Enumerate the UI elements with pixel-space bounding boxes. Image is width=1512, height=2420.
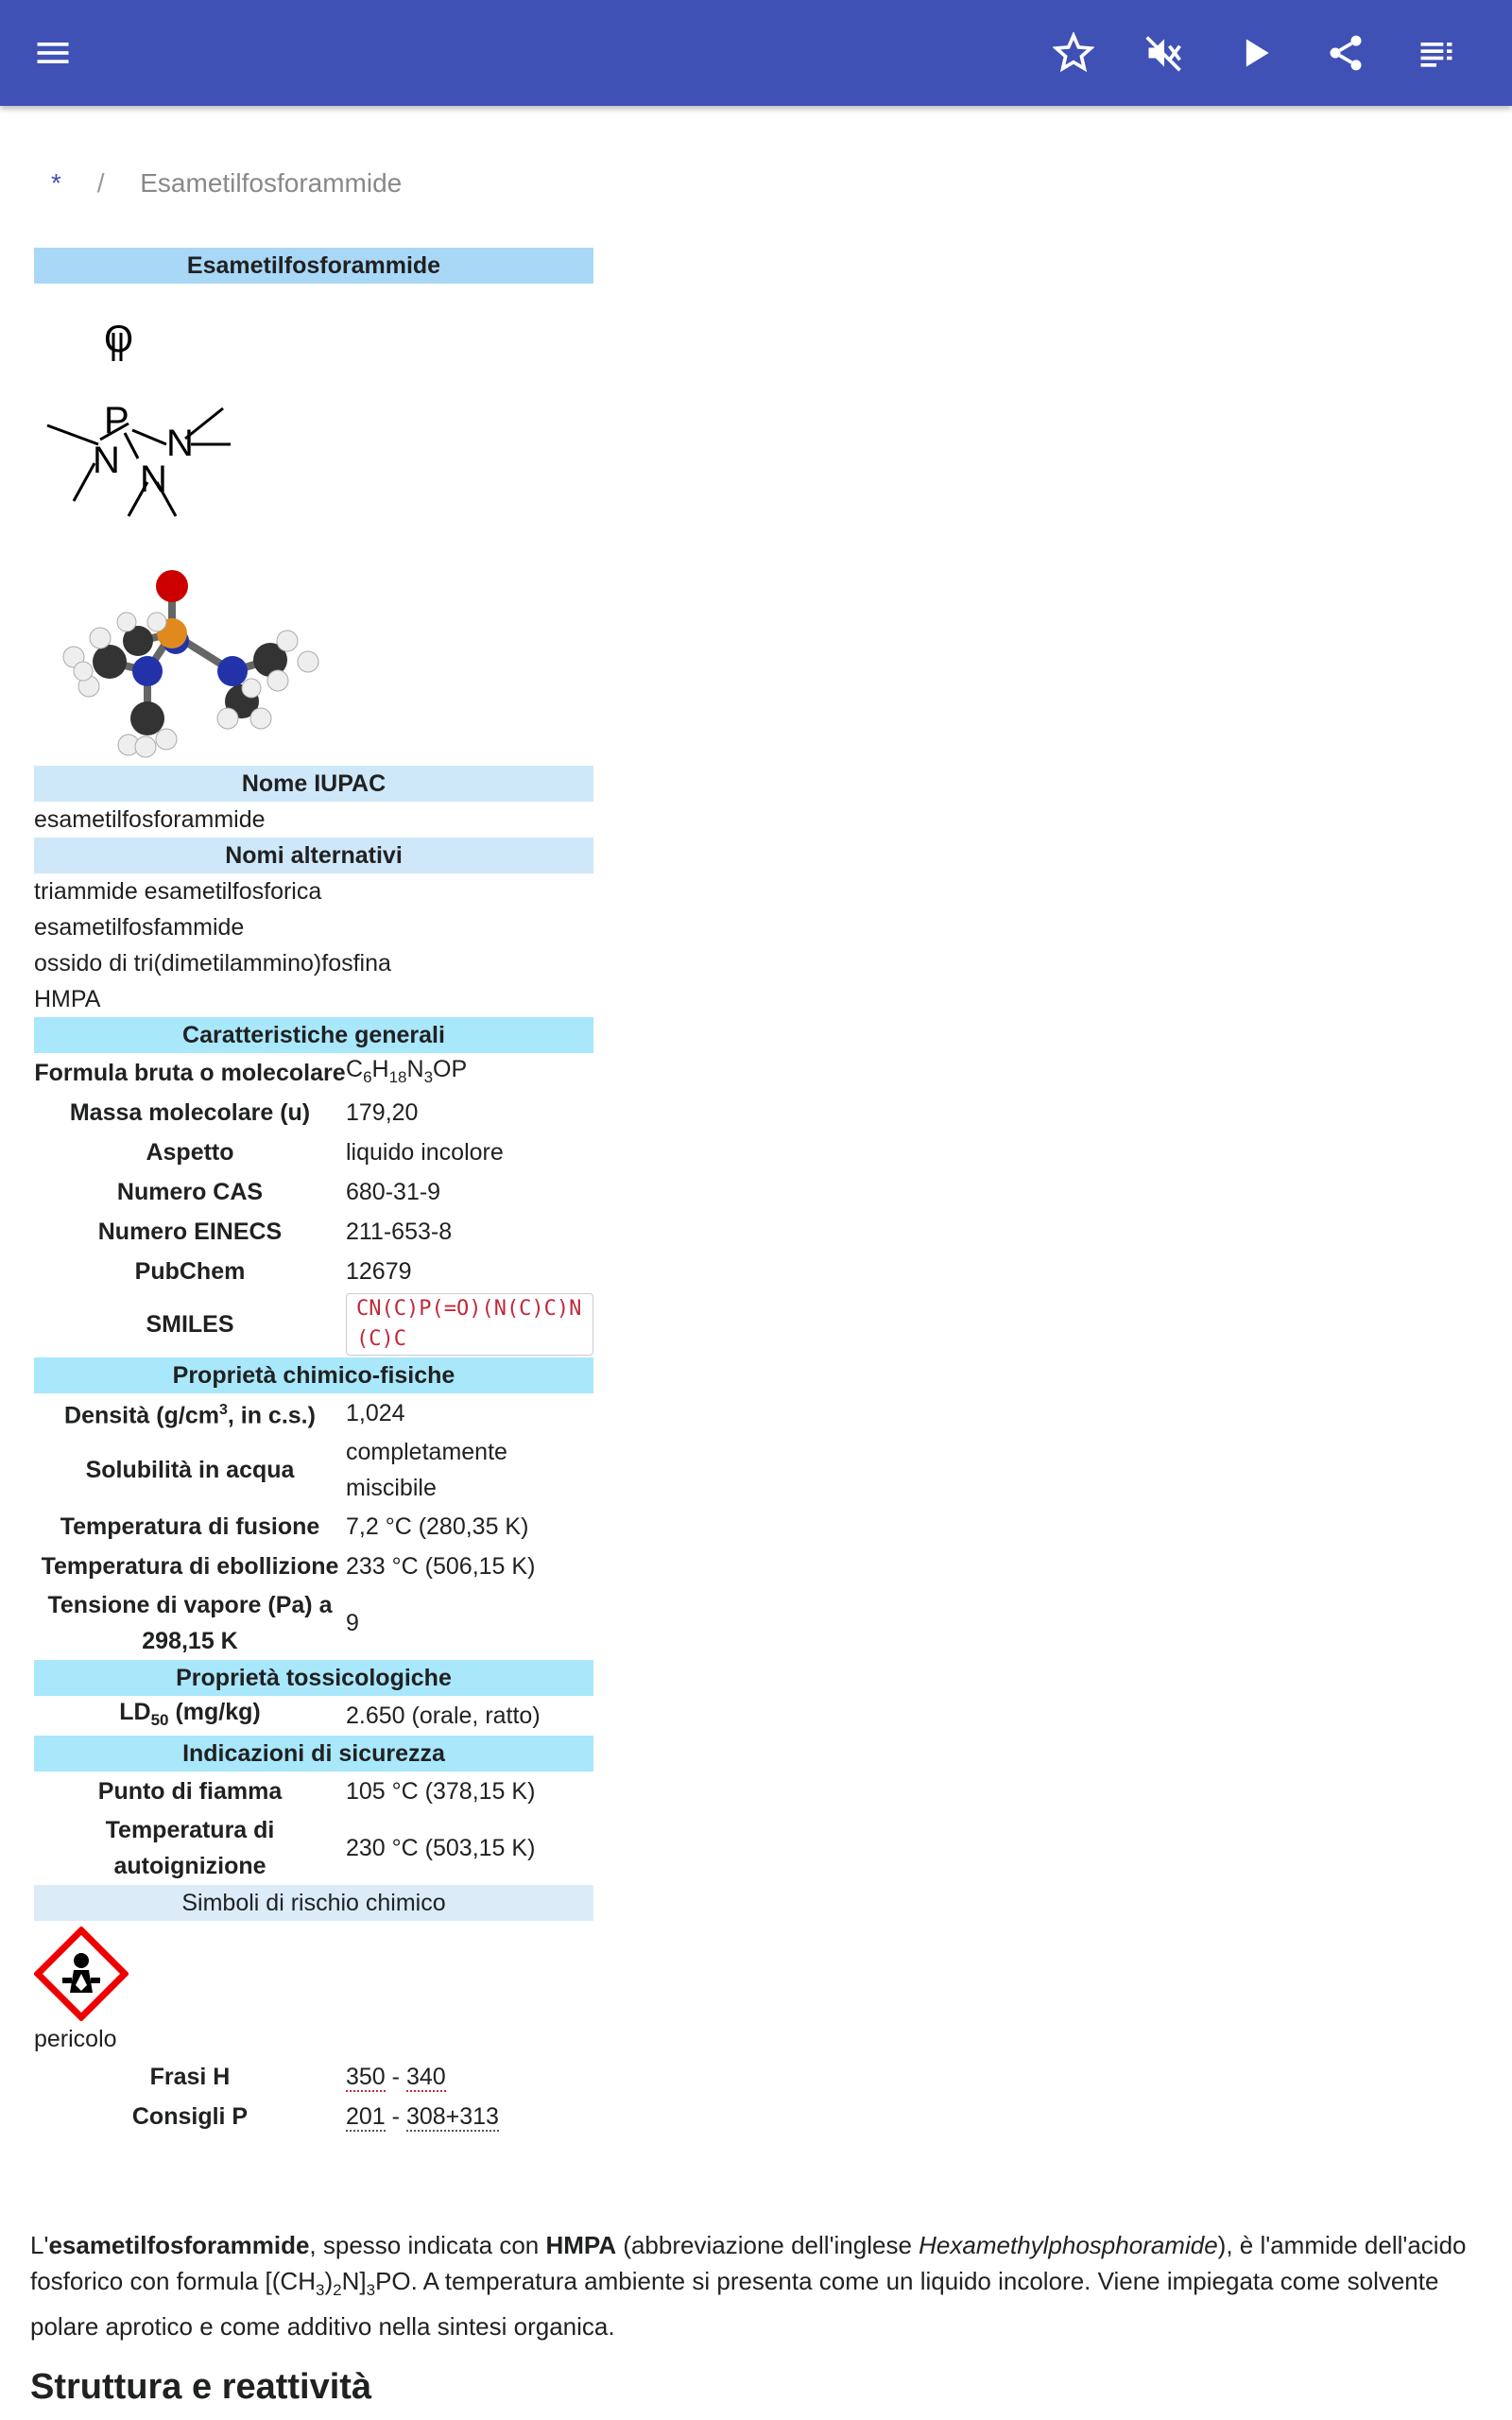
iupac-value: esametilfosforammide: [34, 806, 266, 833]
safety-header: Indicazioni di sicurezza: [34, 1736, 593, 1772]
h-phrases-label: Frasi H: [149, 2064, 231, 2090]
section-heading: Struttura e reattività: [30, 2367, 372, 2407]
svg-text:P: P: [104, 400, 129, 441]
ld50-label: $LD_{50}$ (mg/kg): [119, 1698, 261, 1729]
breadcrumb-current: Esametilfosforammide: [140, 168, 403, 198]
flash-row: [34, 1772, 593, 1811]
p-advice-link[interactable]: 201: [346, 2103, 386, 2130]
app-bar: [0, 0, 1512, 106]
pubchem-row: [34, 1252, 593, 1291]
cas-value: 680-31-9: [346, 1179, 441, 1205]
aspect-row: [34, 1132, 593, 1172]
mass-label: Massa molecolare (u): [69, 1099, 311, 1126]
alt-name: HMPA: [34, 986, 101, 1012]
boiling-value: 233 °C (506,15 K): [346, 1553, 536, 1580]
alt-name: ossido di tri(dimetilammino)fosfina: [34, 950, 391, 977]
einecs-value: 211-653-8: [346, 1219, 453, 1245]
aspect-label: Aspetto: [146, 1139, 234, 1166]
tox-header: Proprietà tossicologiche: [34, 1660, 593, 1696]
smiles-row: [34, 1291, 593, 1357]
breadcrumb-separator: /: [96, 168, 105, 198]
autoignition-value: 230 °C (503,15 K): [346, 1835, 536, 1861]
vapor-value: 9: [346, 1610, 359, 1636]
smiles-code[interactable]: CN(C)P(=O)(N(C)C)N (C)C: [346, 1293, 593, 1356]
h-phrase-link[interactable]: 350: [346, 2064, 386, 2090]
physchem-header: Proprietà chimico-fisiche: [34, 1357, 593, 1393]
einecs-label: Numero EINECS: [97, 1219, 283, 1245]
boiling-label: Temperatura di ebollizione: [41, 1553, 339, 1580]
mass-row: [34, 1093, 593, 1132]
iupac-header: Nome IUPAC: [34, 766, 593, 802]
mass-value: 179,20: [346, 1099, 419, 1126]
hazard-symbols-header: Simboli di rischio chimico: [34, 1885, 593, 1921]
flash-label: Punto di fiamma: [97, 1778, 283, 1805]
breadcrumb-root[interactable]: *: [51, 168, 61, 198]
list-icon[interactable]: [1410, 26, 1463, 79]
pubchem-label: PubChem: [134, 1258, 246, 1285]
autoignition-label: Temperatura di autoignizione: [105, 1817, 275, 1879]
cas-label: Numero CAS: [116, 1179, 264, 1205]
solubility-label: Solubilità in acqua: [85, 1457, 295, 1483]
solubility-value: completamente miscibile: [346, 1439, 507, 1501]
general-header: Caratteristiche generali: [34, 1017, 593, 1053]
melting-label: Temperatura di fusione: [60, 1513, 320, 1540]
pubchem-value[interactable]: 12679: [346, 1258, 412, 1285]
boiling-row: [34, 1547, 593, 1586]
autoignition-row: [34, 1811, 593, 1885]
melting-row: [34, 1507, 593, 1547]
signal-word: pericolo: [34, 2026, 117, 2052]
ld50-row: [34, 1696, 593, 1736]
smiles-label: SMILES: [146, 1311, 234, 1338]
breadcrumb: [51, 168, 402, 199]
density-row: [34, 1393, 593, 1433]
ld50-value: 2.650 (orale, ratto): [346, 1703, 541, 1729]
ball-and-stick-model-image[interactable]: [34, 520, 593, 766]
infobox: [34, 248, 593, 2136]
formula-label: Formula bruta o molecolare: [34, 1060, 346, 1086]
svg-text:N: N: [140, 458, 167, 500]
intro-paragraph: L'esametilfosforammide, spesso indicata con HMPA (abbreviazione dell'inglese Hexamethylphosphoramide), è l'ammide dell'acido fosforico con formula $[(CH_3)_2N]_3PO$. A temperatura ambiente si presenta come un liquido incolore. Viene impiegata come solvente polare aprotico e come additivo nella sintesi organica.: [30, 2231, 1467, 2342]
p-advice-row: [34, 2097, 593, 2136]
melting-value: 7,2 °C (280,35 K): [346, 1513, 529, 1540]
mute-icon[interactable]: [1138, 26, 1191, 79]
density-value: 1,024: [346, 1400, 405, 1426]
einecs-row: [34, 1212, 593, 1252]
svg-text:N: N: [166, 423, 194, 464]
aspect-value: liquido incolore: [346, 1139, 504, 1166]
share-icon[interactable]: [1319, 26, 1372, 79]
formula-value: $C_6H_{18}N_3OP$: [346, 1055, 468, 1086]
alt-name: esametilfosfammide: [34, 914, 245, 941]
play-icon[interactable]: [1228, 26, 1281, 79]
skeletal-formula-image[interactable]: [34, 284, 593, 520]
h-phrases-value: 350 - 340: [346, 2064, 446, 2090]
p-advice-value: 201 - 308+313: [346, 2103, 499, 2130]
h-phrase-link[interactable]: 340: [405, 2064, 446, 2090]
health-hazard-icon[interactable]: [34, 1927, 129, 2021]
star-icon[interactable]: [1047, 26, 1100, 79]
svg-text:N: N: [93, 440, 120, 481]
formula-row: [34, 1053, 593, 1093]
alt-name: triammide esametilfosforica: [34, 878, 322, 905]
vapor-label: Tensione di vapore (Pa) a 298,15 K: [47, 1592, 333, 1654]
p-advice-link[interactable]: 308+313: [405, 2103, 499, 2130]
ghs-pictogram-area: [34, 1921, 593, 2021]
solubility-row: [34, 1433, 593, 1507]
cas-row: [34, 1172, 593, 1212]
flash-value: 105 °C (378,15 K): [346, 1778, 536, 1805]
svg-text:O: O: [104, 319, 134, 360]
p-advice-label: Consigli P: [131, 2103, 249, 2130]
density-label: Densità ($g/cm^3$, in c.s.): [64, 1402, 316, 1429]
menu-icon[interactable]: [26, 26, 79, 79]
infobox-title: Esametilfosforammide: [34, 248, 593, 284]
alt-names-header: Nomi alternativi: [34, 838, 593, 873]
h-phrases-row: [34, 2057, 593, 2097]
vapor-row: [34, 1586, 593, 1660]
